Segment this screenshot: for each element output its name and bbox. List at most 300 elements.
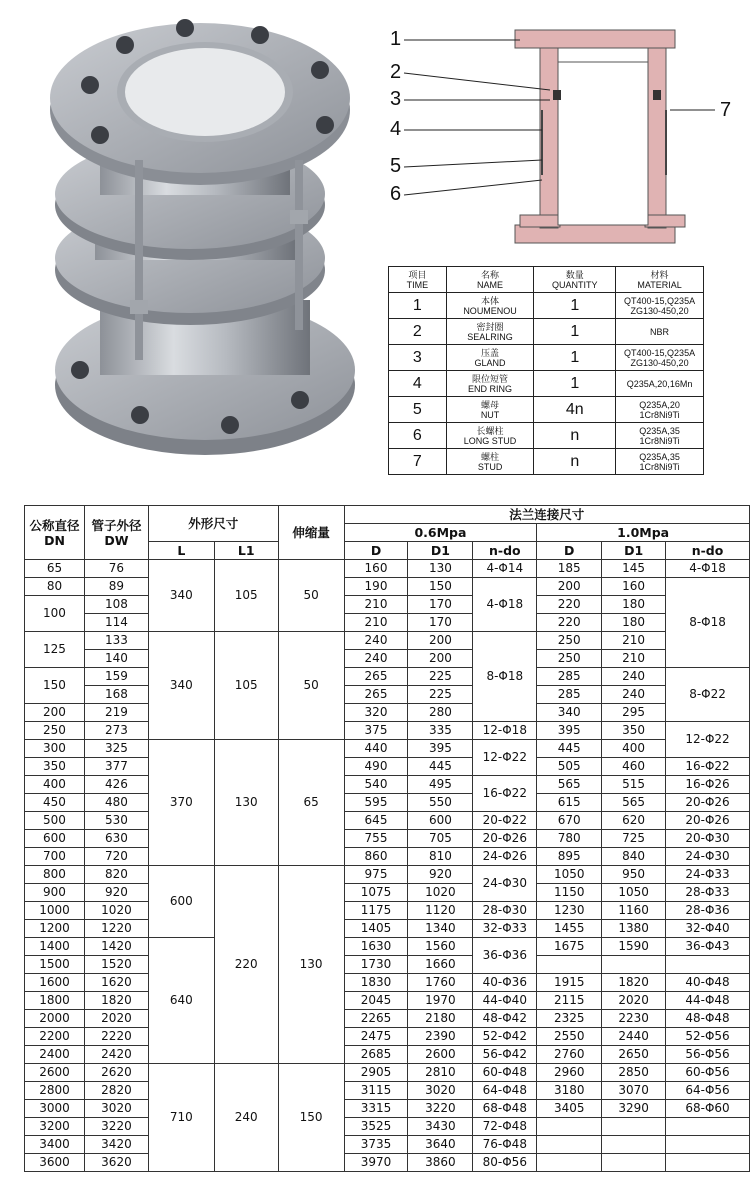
flange-10-D1: 950 xyxy=(602,866,666,884)
flange-06-ndo: 20-Φ22 xyxy=(473,812,537,830)
flange-10-ndo: 40-Φ48 xyxy=(666,974,750,992)
material-quantity: 1 xyxy=(534,319,616,345)
flange-06-ndo: 8-Φ18 xyxy=(473,632,537,722)
table-row xyxy=(25,776,750,794)
flange-06-D: 375 xyxy=(344,722,408,740)
flange-10-D1: 350 xyxy=(602,722,666,740)
flange-06-D1: 335 xyxy=(408,722,473,740)
flange-06-D: 1630 xyxy=(344,938,408,956)
flange-06-D: 160 xyxy=(344,560,408,578)
callout-5: 5 xyxy=(390,155,402,177)
dw-cell: 273 xyxy=(84,722,148,740)
dn-cell: 1000 xyxy=(25,902,85,920)
material-name-zh: 螺母 xyxy=(481,399,500,410)
flange-10-D: 2550 xyxy=(537,1028,602,1046)
mat-header-material xyxy=(616,267,704,293)
flange-06-D1: 920 xyxy=(408,866,473,884)
length-L: 340 xyxy=(148,560,214,632)
header-dn xyxy=(25,506,85,560)
header-ndo-06: n-do xyxy=(473,542,537,560)
flange-06-ndo: 64-Φ48 xyxy=(473,1082,537,1100)
flange-06-D1: 280 xyxy=(408,704,473,722)
flange-10-D1: 1820 xyxy=(602,974,666,992)
material-name-zh: 长螺柱 xyxy=(476,425,504,436)
flange-10-D1: 2440 xyxy=(602,1028,666,1046)
flange-06-D: 860 xyxy=(344,848,408,866)
flange-06-ndo: 48-Φ42 xyxy=(473,1010,537,1028)
table-row xyxy=(25,1028,750,1046)
header-dw-zh: 管子外径 xyxy=(91,517,142,533)
table-row xyxy=(25,1118,750,1136)
flange-10-D xyxy=(537,1136,602,1154)
length-L1: 240 xyxy=(214,1064,278,1172)
material-name-zh: 压盖 xyxy=(481,347,500,358)
callout-6: 6 xyxy=(390,183,402,205)
flange-10-D: 285 xyxy=(537,668,602,686)
flange-10-ndo: 4-Φ18 xyxy=(666,560,750,578)
material-quantity: n xyxy=(534,449,616,475)
flange-06-ndo: 68-Φ48 xyxy=(473,1100,537,1118)
dw-cell: 426 xyxy=(84,776,148,794)
flange-06-D: 210 xyxy=(344,596,408,614)
material-name-en: NOUMENOU xyxy=(463,305,517,316)
flange-06-D1: 1340 xyxy=(408,920,473,938)
flange-10-D1: 2230 xyxy=(602,1010,666,1028)
material-name xyxy=(446,345,534,371)
flange-06-D: 210 xyxy=(344,614,408,632)
flange-10-ndo: 64-Φ56 xyxy=(666,1082,750,1100)
table-row xyxy=(25,794,750,812)
flange-10-ndo: 60-Φ56 xyxy=(666,1064,750,1082)
flange-10-D1: 180 xyxy=(602,614,666,632)
flange-10-D1: 145 xyxy=(602,560,666,578)
flange-10-D1: 1050 xyxy=(602,884,666,902)
flange-06-ndo: 4-Φ18 xyxy=(473,578,537,632)
mat-header-qty xyxy=(534,267,616,293)
dw-cell: 1020 xyxy=(84,902,148,920)
material-spec xyxy=(616,319,704,345)
header-qty-en: QUANTITY xyxy=(552,279,598,290)
dn-cell: 3600 xyxy=(25,1154,85,1172)
dn-cell: 1800 xyxy=(25,992,85,1010)
table-row xyxy=(25,884,750,902)
flange-10-D: 340 xyxy=(537,704,602,722)
flange-06-D1: 200 xyxy=(408,650,473,668)
length-L: 370 xyxy=(148,740,214,866)
material-spec xyxy=(616,371,704,397)
flange-10-D1: 1160 xyxy=(602,902,666,920)
flange-10-ndo: 32-Φ40 xyxy=(666,920,750,938)
mat-header-item xyxy=(389,267,447,293)
callout-2: 2 xyxy=(390,61,402,83)
dw-cell: 480 xyxy=(84,794,148,812)
cross-section-drawing xyxy=(380,0,750,262)
dn-cell: 3400 xyxy=(25,1136,85,1154)
flange-10-D: 200 xyxy=(537,578,602,596)
flange-06-D1: 225 xyxy=(408,668,473,686)
flange-06-D1: 495 xyxy=(408,776,473,794)
flange-10-ndo: 16-Φ22 xyxy=(666,758,750,776)
flange-10-ndo: 56-Φ56 xyxy=(666,1046,750,1064)
dn-cell: 1200 xyxy=(25,920,85,938)
dw-cell: 1420 xyxy=(84,938,148,956)
flange-06-ndo: 60-Φ48 xyxy=(473,1064,537,1082)
dn-cell: 3200 xyxy=(25,1118,85,1136)
material-row xyxy=(389,293,704,319)
flange-06-D: 1830 xyxy=(344,974,408,992)
material-name-en: SEALRING xyxy=(467,331,513,342)
header-item-en: TIME xyxy=(406,279,429,290)
flange-10-ndo: 20-Φ26 xyxy=(666,812,750,830)
length-L1: 220 xyxy=(214,866,278,1064)
flange-06-D1: 2180 xyxy=(408,1010,473,1028)
dn-cell: 200 xyxy=(25,704,85,722)
flange-10-D: 1230 xyxy=(537,902,602,920)
flange-10-D: 895 xyxy=(537,848,602,866)
flange-06-D1: 600 xyxy=(408,812,473,830)
table-row xyxy=(25,902,750,920)
flange-06-D1: 1970 xyxy=(408,992,473,1010)
flange-10-D1: 180 xyxy=(602,596,666,614)
dn-cell: 1400 xyxy=(25,938,85,956)
dw-cell: 168 xyxy=(84,686,148,704)
material-name xyxy=(446,449,534,475)
table-row xyxy=(25,704,750,722)
flange-06-ndo: 40-Φ36 xyxy=(473,974,537,992)
dw-cell: 377 xyxy=(84,758,148,776)
header-stroke: 伸缩量 xyxy=(278,506,344,560)
dw-cell: 3220 xyxy=(84,1118,148,1136)
flange-10-ndo: 24-Φ30 xyxy=(666,848,750,866)
flange-10-D1: 2850 xyxy=(602,1064,666,1082)
material-quantity: n xyxy=(534,423,616,449)
dn-cell: 800 xyxy=(25,866,85,884)
material-quantity: 1 xyxy=(534,345,616,371)
table-row xyxy=(25,1136,750,1154)
flange-06-D1: 150 xyxy=(408,578,473,596)
header-D-10: D xyxy=(537,542,602,560)
stroke-cell: 50 xyxy=(278,632,344,740)
flange-06-D: 3735 xyxy=(344,1136,408,1154)
stroke-cell: 50 xyxy=(278,560,344,632)
material-item-no: 1 xyxy=(389,293,447,319)
material-name xyxy=(446,371,534,397)
flange-06-D1: 2390 xyxy=(408,1028,473,1046)
flange-06-D1: 550 xyxy=(408,794,473,812)
flange-06-ndo: 76-Φ48 xyxy=(473,1136,537,1154)
flange-06-D: 240 xyxy=(344,650,408,668)
material-name-zh: 本体 xyxy=(481,295,500,306)
flange-06-D: 3525 xyxy=(344,1118,408,1136)
material-item-no: 7 xyxy=(389,449,447,475)
dw-cell: 920 xyxy=(84,884,148,902)
flange-06-D1: 170 xyxy=(408,596,473,614)
dw-cell: 2620 xyxy=(84,1064,148,1082)
material-spec-line2: 1Cr8Ni9Ti xyxy=(639,435,680,446)
dn-cell: 1500 xyxy=(25,956,85,974)
flange-10-D1: 3070 xyxy=(602,1082,666,1100)
table-row xyxy=(25,920,750,938)
flange-06-D: 440 xyxy=(344,740,408,758)
flange-10-D: 2960 xyxy=(537,1064,602,1082)
dw-cell: 325 xyxy=(84,740,148,758)
dw-cell: 820 xyxy=(84,866,148,884)
flange-10-D: 1050 xyxy=(537,866,602,884)
table-row xyxy=(25,938,750,956)
flange-06-D: 975 xyxy=(344,866,408,884)
flange-06-D1: 705 xyxy=(408,830,473,848)
material-spec-line2: ZG130-450,20 xyxy=(630,305,689,316)
flange-06-D1: 2810 xyxy=(408,1064,473,1082)
dn-cell: 300 xyxy=(25,740,85,758)
header-flange: 法兰连接尺寸 xyxy=(344,506,749,524)
dn-cell: 350 xyxy=(25,758,85,776)
flange-10-D: 285 xyxy=(537,686,602,704)
material-name xyxy=(446,423,534,449)
header-qty-zh: 数量 xyxy=(565,269,584,280)
flange-06-D: 2265 xyxy=(344,1010,408,1028)
header-L1: L1 xyxy=(214,542,278,560)
flange-10-ndo: 8-Φ18 xyxy=(666,578,750,668)
flange-06-D1: 3430 xyxy=(408,1118,473,1136)
header-dn-zh: 公称直径 xyxy=(29,517,80,533)
stroke-cell: 65 xyxy=(278,740,344,866)
flange-06-D1: 1120 xyxy=(408,902,473,920)
flange-10-D1: 210 xyxy=(602,650,666,668)
dw-cell: 1520 xyxy=(84,956,148,974)
product-photo xyxy=(0,0,370,490)
flange-10-D: 185 xyxy=(537,560,602,578)
stroke-cell: 130 xyxy=(278,866,344,1064)
table-row xyxy=(25,1010,750,1028)
material-quantity: 4n xyxy=(534,397,616,423)
table-row xyxy=(25,1064,750,1082)
dw-cell: 89 xyxy=(84,578,148,596)
flange-10-D1: 565 xyxy=(602,794,666,812)
flange-06-D1: 1760 xyxy=(408,974,473,992)
flange-06-D1: 3220 xyxy=(408,1100,473,1118)
material-item-no: 3 xyxy=(389,345,447,371)
table-row xyxy=(25,614,750,632)
dn-cell: 3000 xyxy=(25,1100,85,1118)
flange-06-D1: 3640 xyxy=(408,1136,473,1154)
table-row xyxy=(25,686,750,704)
callout-3: 3 xyxy=(390,88,402,110)
table-row xyxy=(25,1154,750,1172)
callout-7: 7 xyxy=(720,99,732,121)
flange-06-ndo: 36-Φ36 xyxy=(473,938,537,974)
dn-cell: 400 xyxy=(25,776,85,794)
dn-cell: 600 xyxy=(25,830,85,848)
flange-06-D: 1405 xyxy=(344,920,408,938)
flange-10-D1: 3290 xyxy=(602,1100,666,1118)
flange-10-D: 1915 xyxy=(537,974,602,992)
material-spec xyxy=(616,345,704,371)
header-mat-zh: 材料 xyxy=(650,269,669,280)
flange-06-D1: 1020 xyxy=(408,884,473,902)
dw-cell: 133 xyxy=(84,632,148,650)
flange-10-D xyxy=(537,1154,602,1172)
header-outer: 外形尺寸 xyxy=(148,506,278,542)
flange-06-D: 240 xyxy=(344,632,408,650)
table-row xyxy=(25,848,750,866)
flange-10-D: 220 xyxy=(537,614,602,632)
flange-06-D1: 130 xyxy=(408,560,473,578)
flange-06-D1: 225 xyxy=(408,686,473,704)
table-row xyxy=(25,560,750,578)
material-spec-line2: 1Cr8Ni9Ti xyxy=(639,461,680,472)
material-item-no: 4 xyxy=(389,371,447,397)
table-row xyxy=(25,650,750,668)
flange-06-D: 645 xyxy=(344,812,408,830)
material-spec-line1: Q235A,20 xyxy=(639,399,680,410)
flange-10-D: 505 xyxy=(537,758,602,776)
material-spec-line1: Q235A,35 xyxy=(639,425,680,436)
material-name-en: STUD xyxy=(477,461,503,472)
flange-06-D1: 3020 xyxy=(408,1082,473,1100)
flange-06-D1: 2600 xyxy=(408,1046,473,1064)
flange-06-D: 755 xyxy=(344,830,408,848)
table-row xyxy=(25,596,750,614)
dn-cell: 150 xyxy=(25,668,85,704)
table-row xyxy=(25,1082,750,1100)
flange-10-D: 3180 xyxy=(537,1082,602,1100)
material-name-en: LONG STUD xyxy=(463,435,517,446)
flange-10-ndo: 28-Φ33 xyxy=(666,884,750,902)
flange-10-ndo: 8-Φ22 xyxy=(666,668,750,722)
table-row xyxy=(25,740,750,758)
flange-06-ndo: 52-Φ42 xyxy=(473,1028,537,1046)
length-L: 710 xyxy=(148,1064,214,1172)
flange-10-D: 3405 xyxy=(537,1100,602,1118)
dw-cell: 3420 xyxy=(84,1136,148,1154)
material-spec xyxy=(616,397,704,423)
dn-cell: 2400 xyxy=(25,1046,85,1064)
table-row xyxy=(25,1046,750,1064)
material-row xyxy=(389,423,704,449)
flange-06-ndo: 72-Φ48 xyxy=(473,1118,537,1136)
header-dw xyxy=(84,506,148,560)
dw-cell: 76 xyxy=(84,560,148,578)
material-row xyxy=(389,397,704,423)
flange-06-ndo: 12-Φ18 xyxy=(473,722,537,740)
dw-cell: 159 xyxy=(84,668,148,686)
flange-06-D: 540 xyxy=(344,776,408,794)
flange-10-ndo xyxy=(666,1136,750,1154)
header-L: L xyxy=(148,542,214,560)
flange-06-ndo: 80-Φ56 xyxy=(473,1154,537,1172)
flange-10-D: 220 xyxy=(537,596,602,614)
flange-10-ndo: 20-Φ26 xyxy=(666,794,750,812)
table-row xyxy=(25,1100,750,1118)
mat-header-name xyxy=(446,267,534,293)
header-dw-code: DW xyxy=(104,532,129,548)
material-name xyxy=(446,293,534,319)
flange-10-ndo: 12-Φ22 xyxy=(666,722,750,758)
material-name-zh: 限位短管 xyxy=(472,373,509,384)
dn-cell: 2200 xyxy=(25,1028,85,1046)
flange-06-D1: 1660 xyxy=(408,956,473,974)
flange-10-D1 xyxy=(602,956,666,974)
flange-10-D1: 160 xyxy=(602,578,666,596)
flange-10-D1 xyxy=(602,1136,666,1154)
table-row xyxy=(25,866,750,884)
dn-cell: 250 xyxy=(25,722,85,740)
flange-06-ndo: 28-Φ30 xyxy=(473,902,537,920)
flange-10-ndo: 52-Φ56 xyxy=(666,1028,750,1046)
flange-06-D1: 445 xyxy=(408,758,473,776)
header-name-en: NAME xyxy=(477,279,504,290)
flange-10-D1: 1590 xyxy=(602,938,666,956)
flange-10-D: 565 xyxy=(537,776,602,794)
flange-10-D1: 1380 xyxy=(602,920,666,938)
material-name-en: NUT xyxy=(480,409,500,420)
dn-cell: 65 xyxy=(25,560,85,578)
flange-06-D: 320 xyxy=(344,704,408,722)
flange-06-ndo: 56-Φ42 xyxy=(473,1046,537,1064)
flange-10-D: 1675 xyxy=(537,938,602,956)
dw-cell: 720 xyxy=(84,848,148,866)
material-item-no: 5 xyxy=(389,397,447,423)
header-pressure-06: 0.6Mpa xyxy=(344,524,537,542)
flange-10-D1: 2020 xyxy=(602,992,666,1010)
flange-06-ndo: 32-Φ33 xyxy=(473,920,537,938)
flange-10-ndo: 44-Φ48 xyxy=(666,992,750,1010)
flange-10-D: 2760 xyxy=(537,1046,602,1064)
material-spec-line1: NBR xyxy=(650,326,670,337)
length-L1: 105 xyxy=(214,560,278,632)
dn-cell: 900 xyxy=(25,884,85,902)
table-row xyxy=(25,722,750,740)
flange-06-ndo: 16-Φ22 xyxy=(473,776,537,812)
header-D1-06: D1 xyxy=(408,542,473,560)
table-row xyxy=(25,668,750,686)
length-L: 340 xyxy=(148,632,214,740)
flange-10-D: 2115 xyxy=(537,992,602,1010)
table-row xyxy=(25,830,750,848)
flange-10-D1: 240 xyxy=(602,686,666,704)
dw-cell: 2220 xyxy=(84,1028,148,1046)
header-mat-en: MATERIAL xyxy=(637,279,682,290)
flange-10-ndo: 24-Φ33 xyxy=(666,866,750,884)
table-row xyxy=(25,992,750,1010)
flange-10-ndo: 28-Φ36 xyxy=(666,902,750,920)
material-name-zh: 螺柱 xyxy=(481,451,500,462)
header-pressure-10: 1.0Mpa xyxy=(537,524,750,542)
dn-cell: 700 xyxy=(25,848,85,866)
flange-06-D: 490 xyxy=(344,758,408,776)
flange-10-ndo xyxy=(666,1118,750,1136)
flange-06-D: 2045 xyxy=(344,992,408,1010)
flange-06-D: 595 xyxy=(344,794,408,812)
flange-06-D: 1075 xyxy=(344,884,408,902)
flange-06-D1: 1560 xyxy=(408,938,473,956)
dn-cell: 450 xyxy=(25,794,85,812)
flange-06-D: 2905 xyxy=(344,1064,408,1082)
flange-10-D1: 400 xyxy=(602,740,666,758)
flange-10-D: 2325 xyxy=(537,1010,602,1028)
flange-10-D: 615 xyxy=(537,794,602,812)
material-item-no: 2 xyxy=(389,319,447,345)
dw-cell: 108 xyxy=(84,596,148,614)
flange-06-D: 2475 xyxy=(344,1028,408,1046)
dn-cell: 125 xyxy=(25,632,85,668)
material-name-zh: 密封圈 xyxy=(476,321,504,332)
material-spec xyxy=(616,423,704,449)
material-spec-line2: 1Cr8Ni9Ti xyxy=(639,409,680,420)
flange-10-ndo: 16-Φ26 xyxy=(666,776,750,794)
flange-06-ndo: 4-Φ14 xyxy=(473,560,537,578)
